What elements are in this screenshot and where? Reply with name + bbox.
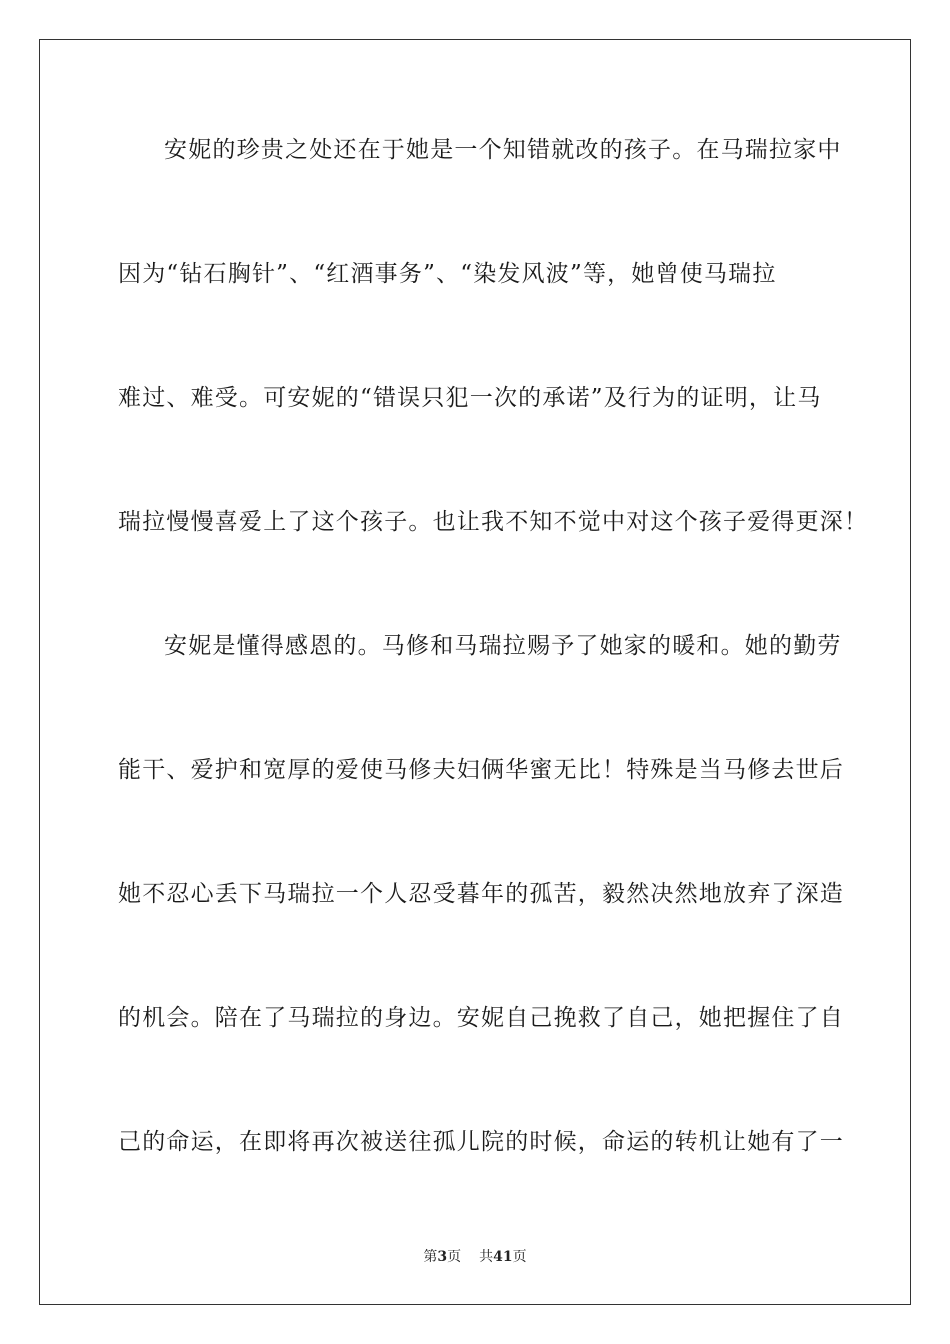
paragraph-1-line-4: 瑞拉慢慢喜爱上了这个孩子。也让我不知不觉中对这个孩子爱得更深！ xyxy=(118,509,869,535)
paragraph-2-line-3: 她不忍心丢下马瑞拉一个人忍受暮年的孤苦，毅然决然地放弃了深造 xyxy=(118,881,844,907)
page-suffix: 页 xyxy=(447,1249,462,1265)
page-prefix: 第 xyxy=(423,1249,438,1265)
paragraph-1-line-2: 因为“钻石胸针”、“红酒事务”、“染发风波”等，她曾使马瑞拉 xyxy=(118,261,777,287)
total-suffix: 页 xyxy=(512,1249,527,1265)
total-pages: 41 xyxy=(493,1249,513,1265)
page-border xyxy=(39,39,911,1305)
page-number: 3 xyxy=(437,1249,448,1265)
total-prefix: 共 xyxy=(479,1249,494,1265)
paragraph-1-line-1: 安妮的珍贵之处还在于她是一个知错就改的孩子。在马瑞拉家中 xyxy=(164,137,842,163)
paragraph-2-line-2: 能干、爱护和宽厚的爱使马修夫妇俩华蜜无比！特殊是当马修去世后 xyxy=(118,757,844,783)
page-footer xyxy=(0,1246,950,1266)
paragraph-2-line-1: 安妮是懂得感恩的。马修和马瑞拉赐予了她家的暖和。她的勤劳 xyxy=(164,633,842,659)
paragraph-2-line-5: 己的命运，在即将再次被送往孤儿院的时候，命运的转机让她有了一 xyxy=(118,1129,844,1155)
paragraph-2-line-4: 的机会。陪在了马瑞拉的身边。安妮自己挽救了自己，她把握住了自 xyxy=(118,1005,844,1031)
paragraph-1-line-3: 难过、难受。可安妮的“错误只犯一次的承诺”及行为的证明，让马 xyxy=(118,385,822,411)
